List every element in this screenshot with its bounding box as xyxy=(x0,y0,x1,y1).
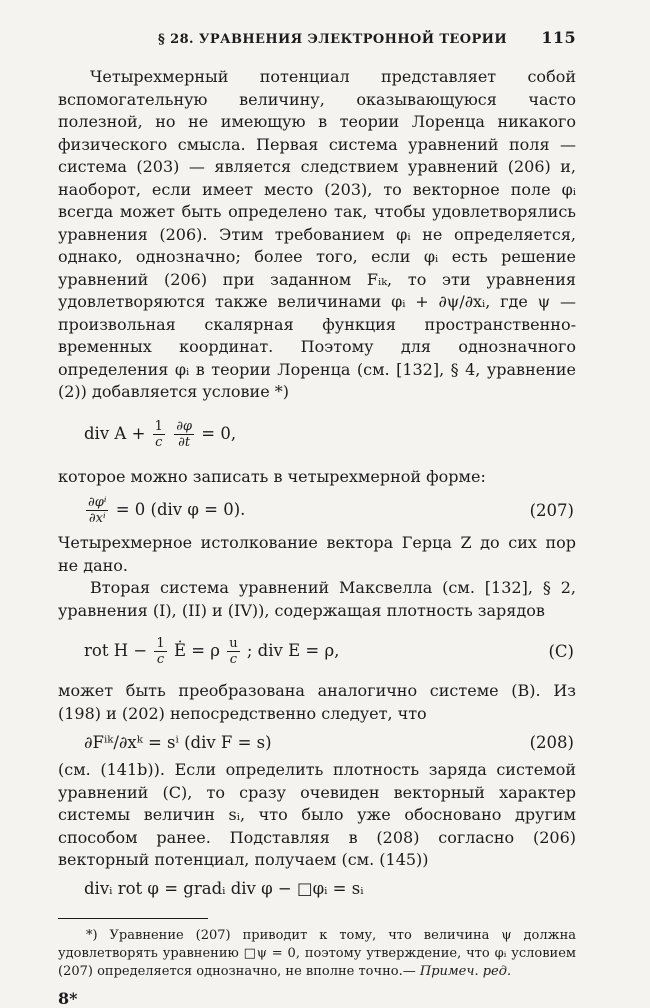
eq1-fraction-1-over-c xyxy=(153,419,165,450)
eq1-frac2-num: ∂φ xyxy=(176,419,193,434)
equation-208-formula: ∂Fⁱᵏ/∂xᵏ = sⁱ (div F = s) xyxy=(84,732,272,752)
eqc-frac2-num: u xyxy=(229,635,238,651)
footnote-divider xyxy=(58,918,208,919)
equation-div-a-formula xyxy=(58,419,236,450)
equation-207 xyxy=(58,488,576,532)
page-body xyxy=(58,66,576,1008)
equation-div-rot xyxy=(58,872,576,906)
footnote xyxy=(58,927,576,981)
paragraph-4: Вторая система уравнений Максвелла (см. [132], § 2, уравнения (I), (II) и (IV)), содержащая плотность зарядов xyxy=(58,578,576,620)
footnote-text: *) Уравнение (207) приводит к тому, что величина ψ должна удовлетворять уравнению □ψ = 0, поэтому утверждение, что φᵢ условием (207) определяется однозначно, не вполне точно.— xyxy=(58,927,576,979)
equation-c xyxy=(58,622,576,680)
equation-c-formula xyxy=(58,636,339,667)
equation-208 xyxy=(58,725,576,759)
paragraph-2: которое можно записать в четырехмерной форме: xyxy=(58,466,486,486)
equation-number-208: (208) xyxy=(529,732,574,752)
eq207-right: = 0 (div φ = 0). xyxy=(115,499,246,519)
eq207-fraction xyxy=(86,495,108,526)
eqc-frac-den: c xyxy=(156,651,165,667)
book-page xyxy=(58,28,576,1008)
equation-207-formula xyxy=(58,495,245,526)
equation-number-c: (C) xyxy=(548,641,574,661)
paragraph-6: (см. (141b)). Если определить плотность заряда системой уравнений (C), то сразу очевиден векторный характер системы величин sᵢ, что было уже обосновано другим способом ранее. Подставляя в (208) согласно (206) векторный потенциал, получаем (см. (145)) xyxy=(58,760,576,869)
printer-signature-mark: 8* xyxy=(58,988,78,1008)
equation-div-a xyxy=(58,404,576,466)
eqc-frac-num: 1 xyxy=(156,635,165,651)
eq1-fraction-dphi-dt xyxy=(174,419,194,450)
eqc-mid: Ė = ρ xyxy=(173,640,220,660)
paragraph-3: Четырехмерное истолкование вектора Герца Z до сих пор не дано. xyxy=(58,533,576,575)
eq1-left: div A + xyxy=(84,424,146,443)
eq207-frac-num: ∂φⁱ xyxy=(88,494,107,510)
eqc-right: ; div E = ρ, xyxy=(246,640,340,660)
paragraph-1: Четырехмерный потенциал представляет собой вспомогательную величину, оказывающуюся часто полезной, но не имеющую в теории Лоренца никакого физического смысла. Первая система уравнений поля — система (203) — является следствием уравнений (206) и, наоборот, если имеет место (203), то векторное поле φᵢ всегда может быть определено так, чтобы удовлетворялись уравнения (206). Этим требованием φᵢ не определяется, однако, однозначно; более того, если φᵢ есть решение уравнений (206) при заданном Fᵢₖ, то эти уравнения удовлетворяются также величинами φᵢ + ∂ψ/∂xᵢ, где ψ — произвольная скалярная функция пространственно-временных координат. Поэтому для однозначного определения φᵢ в теории Лоренца (см. [132], § 4, уравнение (2)) добавляется условие *) xyxy=(58,67,576,401)
eqc-fraction-u-over-c xyxy=(227,636,239,667)
eq207-frac-den: ∂xⁱ xyxy=(88,510,106,526)
eqc-frac2-den: c xyxy=(229,651,238,667)
equation-div-rot-formula: divᵢ rot φ = gradᵢ div φ − □φᵢ = sᵢ xyxy=(84,879,364,898)
running-header xyxy=(58,28,576,52)
equation-number-207: (207) xyxy=(529,500,574,520)
eq1-frac-num: 1 xyxy=(154,419,163,434)
eqc-left: rot H − xyxy=(84,640,148,660)
eq1-frac-den: c xyxy=(155,435,163,450)
paragraph-5: может быть преобразована аналогично системе (B). Из (198) и (202) непосредственно следует, что xyxy=(58,681,576,723)
eqc-fraction-1-over-c xyxy=(154,636,166,667)
eq1-frac2-den: ∂t xyxy=(178,435,191,450)
page-number: 115 xyxy=(541,28,576,47)
section-title: § 28. УРАВНЕНИЯ ЭЛЕКТРОННОЙ ТЕОРИИ xyxy=(158,32,508,47)
eq1-right: = 0, xyxy=(201,424,237,443)
footnote-editor-note: Примеч. ред. xyxy=(419,963,512,979)
